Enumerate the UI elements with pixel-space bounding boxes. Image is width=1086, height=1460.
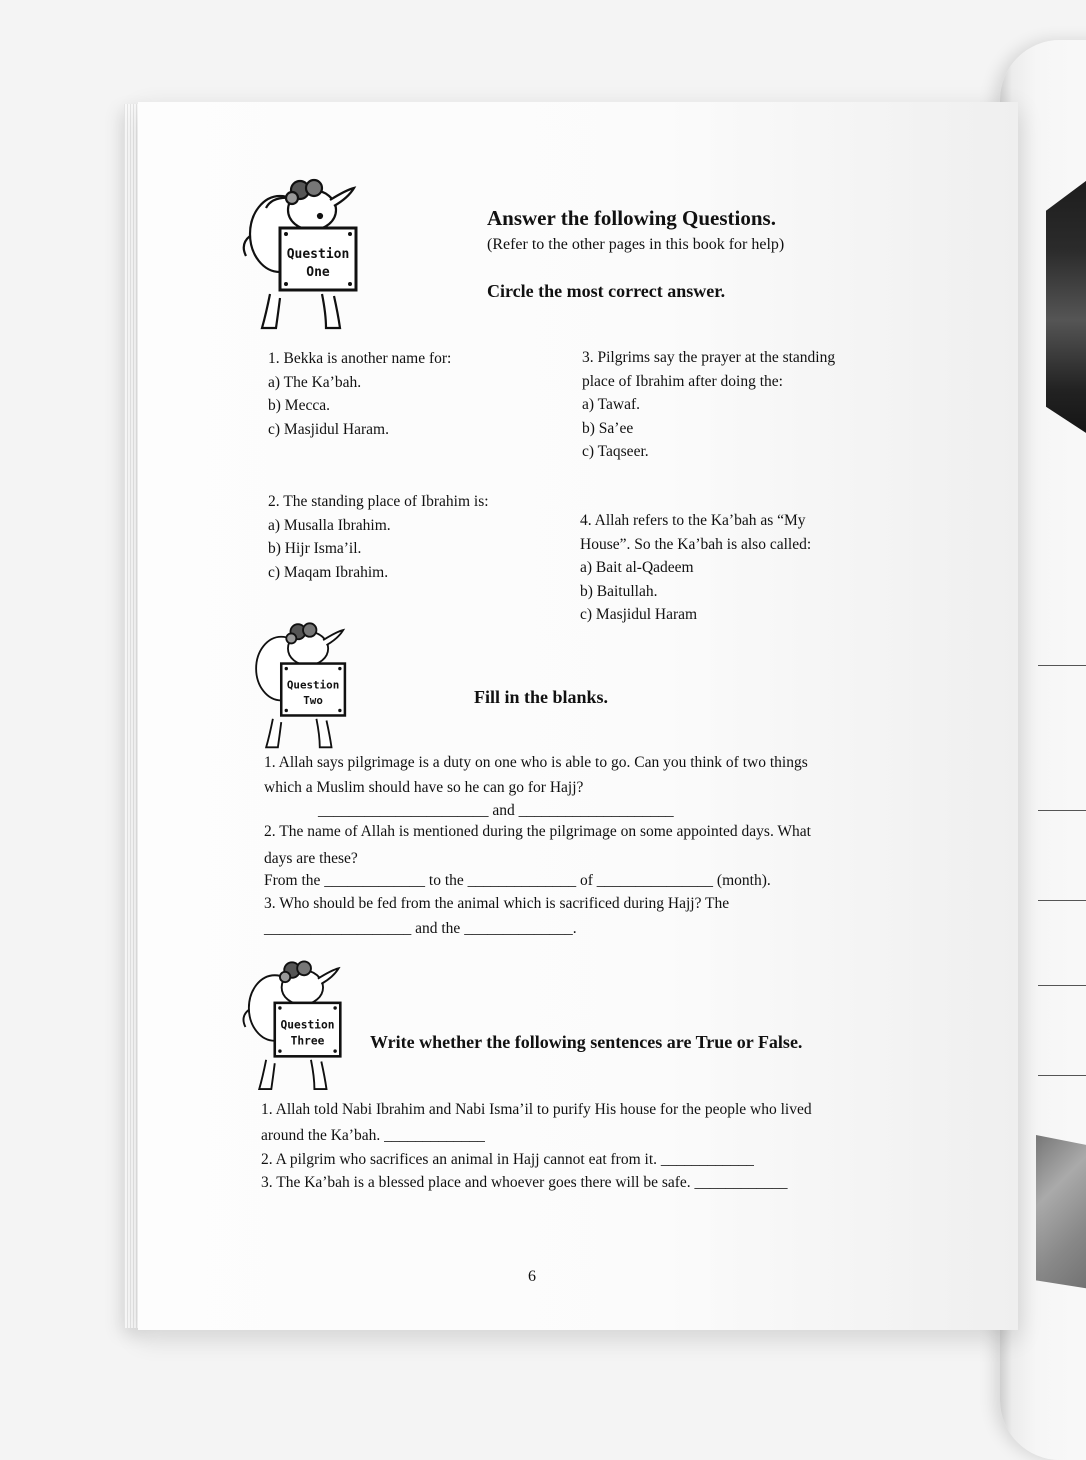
blank-line: ___________________ and the ______________. [264, 920, 577, 937]
question-text: place of Ibrahim after doing the: [582, 372, 783, 390]
fill-line: 1. Allah says pilgrimage is a duty on one who is able to go. Can you think of two things [264, 754, 808, 771]
sheep-mascot-question-three [230, 958, 354, 1096]
option: a) Bait al-Qadeem [580, 559, 694, 576]
page-title: Answer the following Questions. [487, 206, 776, 230]
option: b) Hijr Isma’il. [268, 540, 362, 557]
facing-page-photo [1036, 1135, 1086, 1293]
question-4-block [580, 509, 811, 627]
facing-page-rule [1038, 1075, 1086, 1076]
question-text: 1. Bekka is another name for: [268, 350, 452, 367]
instruction-circle: Circle the most correct answer. [487, 281, 726, 301]
tf-line: around the Ka’bah. _____________ [261, 1127, 485, 1144]
option: c) Maqam Ibrahim. [268, 563, 389, 581]
sheep-mascot-question-one [236, 176, 364, 336]
section-heading-true-false: Write whether the following sentences are True or False. [370, 1032, 803, 1052]
question-text: House”. So the Ka’bah is also called: [580, 535, 812, 553]
sign-line-1: Question [280, 1018, 335, 1032]
sign-line-2: One [306, 265, 330, 280]
blank-line: From the _____________ to the ______________ of _______________ (month). [264, 872, 771, 889]
facing-page-rule [1038, 900, 1086, 901]
sign-line-2: Three [290, 1034, 325, 1048]
option: a) Musalla Ibrahim. [268, 516, 391, 534]
page-subtitle: (Refer to the other pages in this book for help) [487, 236, 785, 253]
tf-line: 2. A pilgrim who sacrifices an animal in Hajj cannot eat from it. ____________ [261, 1151, 754, 1168]
option: b) Baitullah. [580, 582, 658, 600]
option: b) Mecca. [268, 397, 330, 414]
sheep-mascot-question-two [236, 620, 360, 754]
page-number: 6 [528, 1268, 536, 1285]
facing-page-rule [1038, 665, 1086, 666]
question-text: 3. Pilgrims say the prayer at the standing [582, 349, 836, 366]
option: c) Masjidul Haram. [268, 420, 389, 438]
fill-line: 3. Who should be fed from the animal which is sacrificed during Hajj? The [264, 895, 730, 912]
option: b) Sa’ee [582, 419, 634, 437]
sign-line-1: Question [286, 247, 350, 262]
section-heading-fill-blanks: Fill in the blanks. [474, 687, 609, 707]
tf-line: 1. Allah told Nabi Ibrahim and Nabi Isma’il to purify His house for the people who lived [261, 1101, 812, 1118]
option: a) The Ka’bah. [268, 373, 362, 391]
question-1-block [268, 347, 451, 441]
option: c) Taqseer. [582, 443, 649, 460]
facing-page-rule [1038, 985, 1086, 986]
question-3-block [582, 346, 835, 464]
question-2-block [268, 490, 489, 584]
fill-line: which a Muslim should have so he can go for Hajj? [264, 779, 584, 796]
option: a) Tawaf. [582, 396, 641, 413]
option: c) Masjidul Haram [580, 606, 698, 623]
sign-line-1: Question [286, 678, 340, 692]
question-text: 4. Allah refers to the Ka’bah as “My [580, 512, 806, 529]
question-text: 2. The standing place of Ibrahim is: [268, 493, 489, 510]
facing-page-rule [1038, 810, 1086, 811]
fill-line: days are these? [264, 850, 358, 867]
fill-line: 2. The name of Allah is mentioned during the pilgrimage on some appointed days. What [264, 823, 811, 840]
facing-page-photo [1046, 166, 1086, 446]
blank-line: ______________________ and ____________________ [318, 802, 674, 819]
sign-line-2: Two [303, 693, 323, 707]
tf-line: 3. The Ka’bah is a blessed place and whoever goes there will be safe. ____________ [261, 1174, 788, 1191]
